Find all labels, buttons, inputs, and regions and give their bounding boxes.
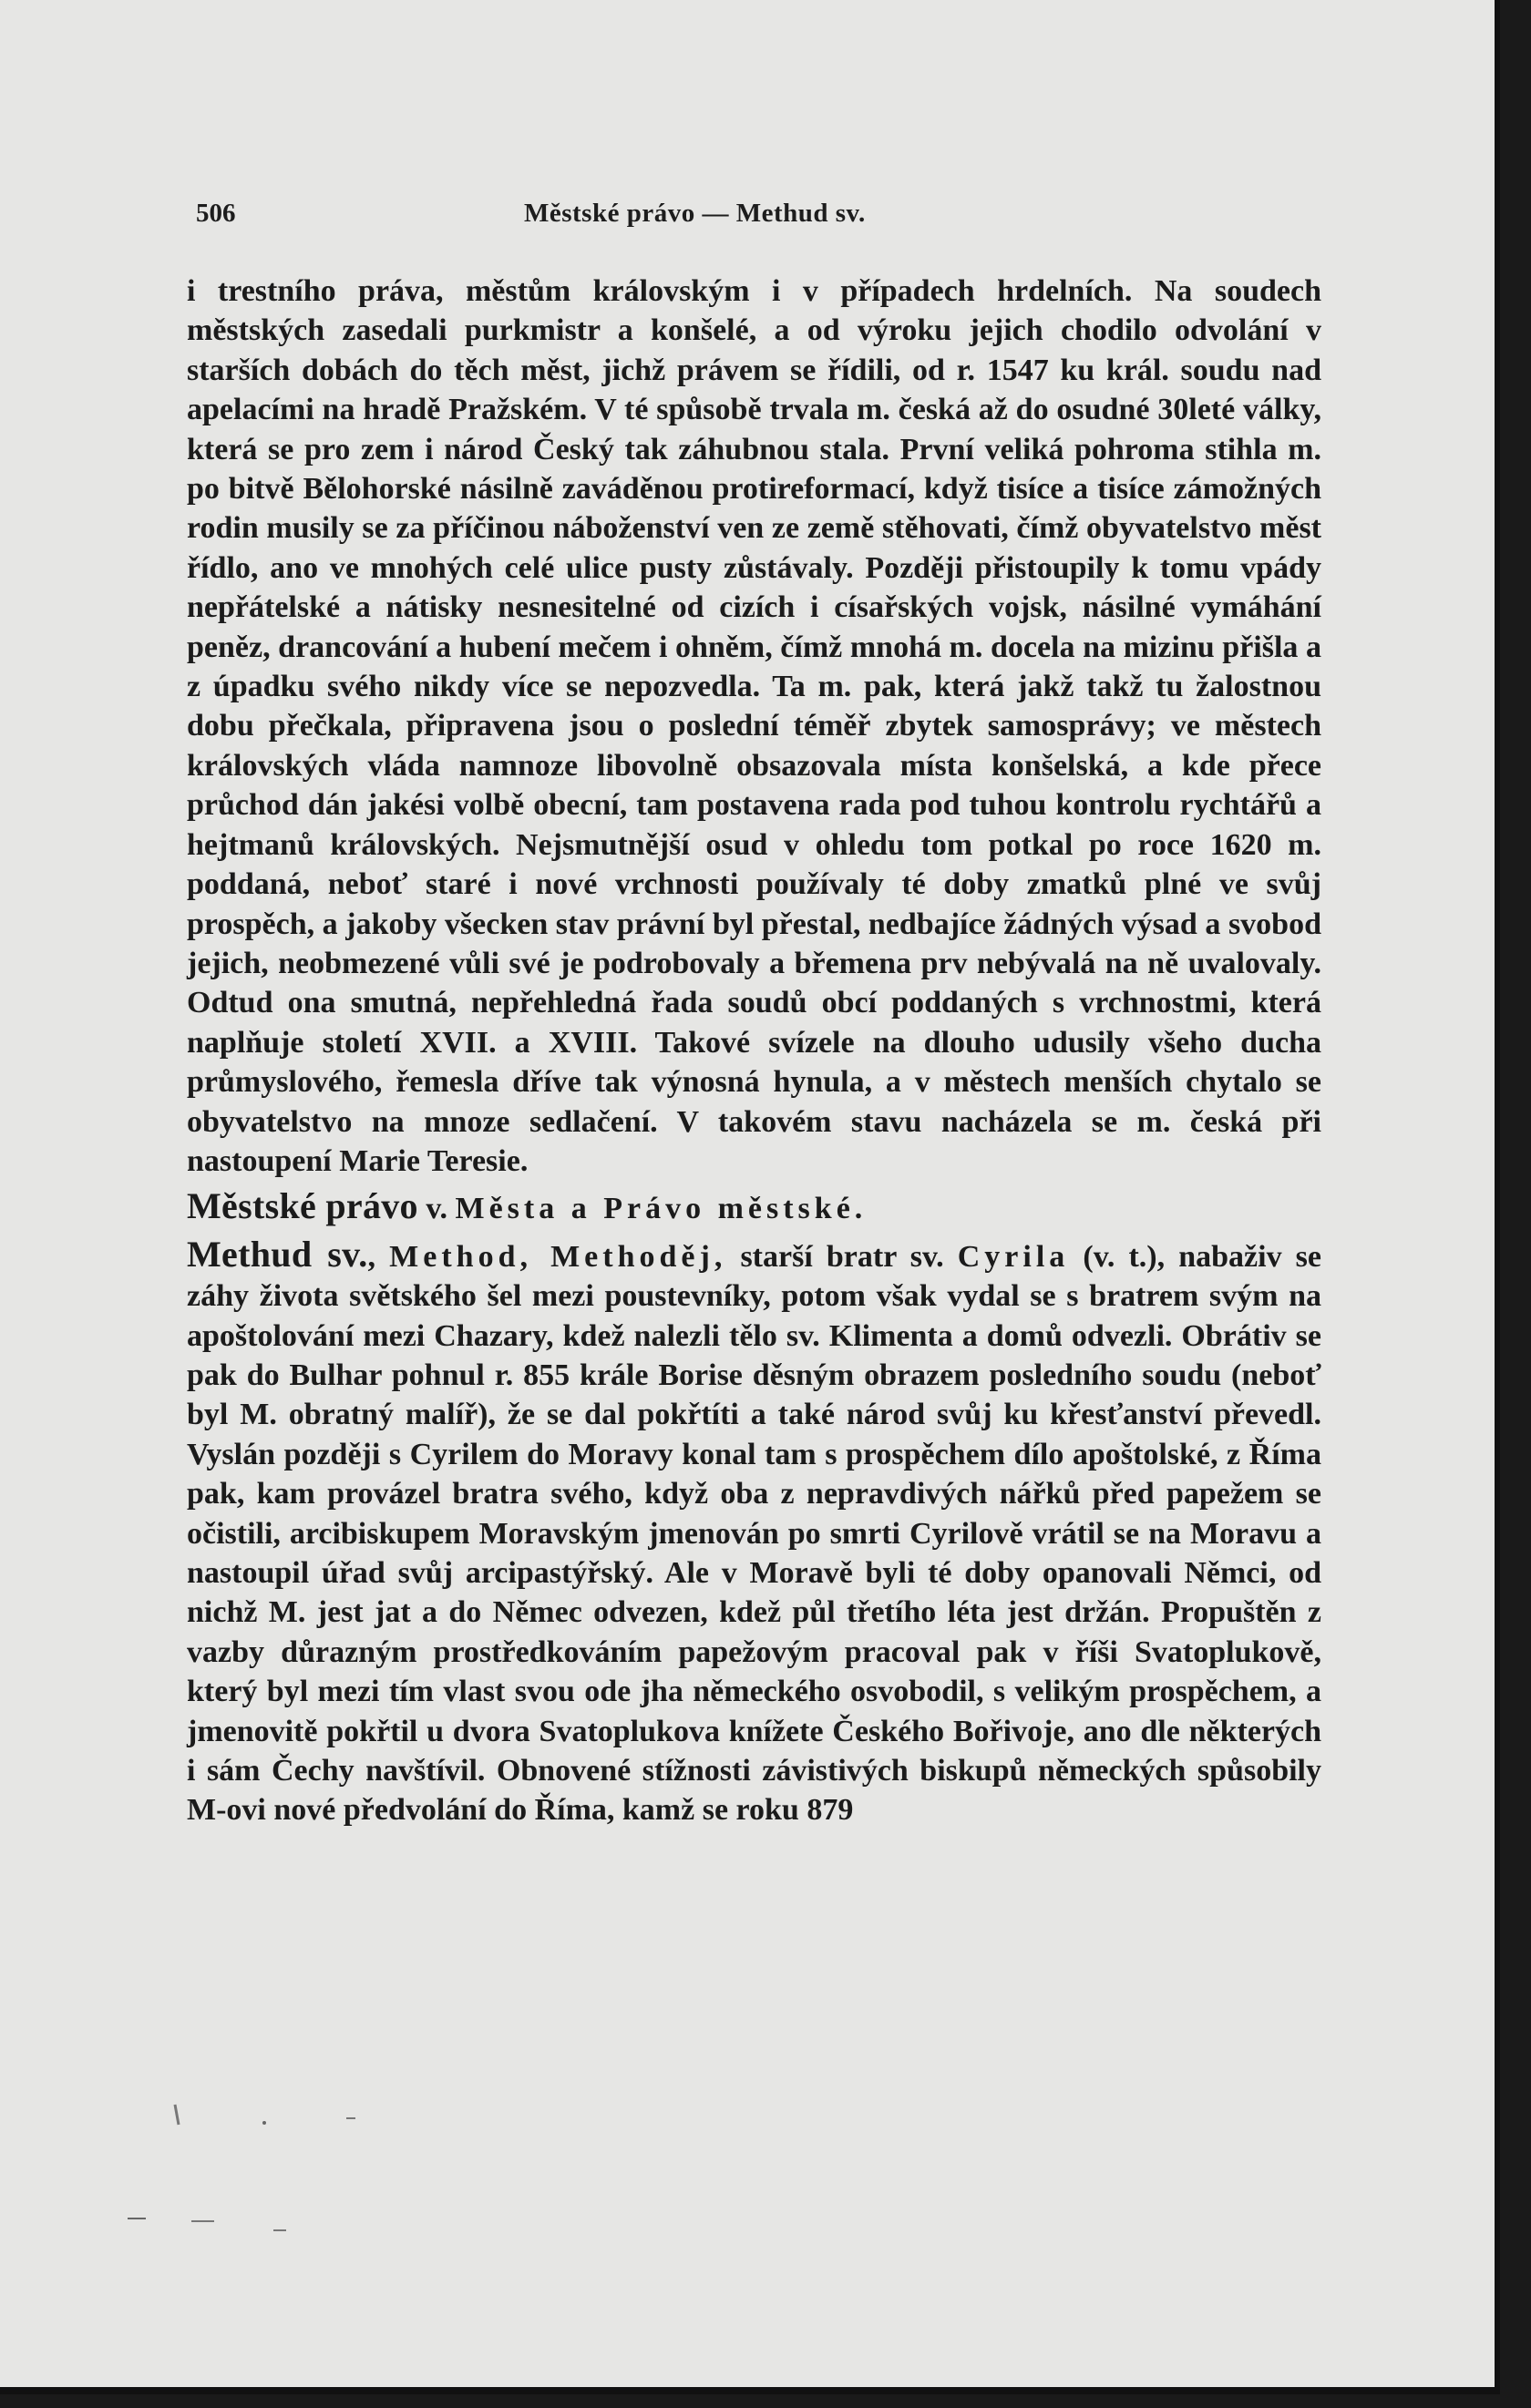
running-title: Městské právo — Methud sv. bbox=[524, 199, 866, 228]
cross-ref-target: Města a Právo městské. bbox=[455, 1192, 868, 1226]
paper-specks bbox=[91, 2068, 456, 2250]
entry-methud bbox=[187, 1235, 1321, 1830]
cross-ref-cyril: Cyrila bbox=[957, 1239, 1070, 1274]
paragraph-continuation: i trestního práva, městům královským i v případech hrdelních. Na soudech městských zasedali purkmistr a konšelé, a od výroku jejich chodilo odvolání v starších dobách do těch měst, jichž právem se řídili, od r. 1547 ku král. soudu nad apelacími na hradě Pražském. V té spůsobě trvala m. česká až do osudné 30leté války, která se pro zem i národ Český tak záhubnou stala. První veliká pohroma stihla m. po bitvě Bělohorské násilně zaváděnou protireformací, když tisíce a tisíce zámožných rodin musily se za příčinou náboženství ven ze země stěhovati, čímž obyvatelstvo měst řídlo, ano ve mnohých celé ulice pusty zůstávaly. Později přistoupily k tomu vpády nepřátelské a nátisky nesnesitelné od cizích i císařských vojsk, násilné vymáhání peněz, drancování a hubení mečem i ohněm, čímž mnohá m. docela na mizinu přišla a z úpadku svého nikdy více se nepozvedla. Ta m. pak, která jakž takž tu žalostnou dobu přečkala, připravena jsou o poslední téměř zbytek samosprávy; ve městech královských vláda namnoze libovolně obsazovala místa konšelská, a kde přece průchod dán jakési volbě obecní, tam postavena rada pod tuhou kontrolu rychtářů a hejtmanů královských. Nejsmutnější osud v ohledu tom potkal po roce 1620 m. poddaná, neboť staré i nové vrchnosti používaly té doby zmatků plné ve svůj prospěch, a jakoby všecken stav právní byl přestal, nedbajíce žádných výsad a svobod jejich, neobmezené vůli své je podrobovaly a břemena prv nebývalá na ně uvalovaly. Odtud ona smutná, nepřehledná řada soudů obcí poddaných s vrchnostmi, která naplňuje století XVII. a XVIII. Takové svízele na dlouho udusily všeho ducha průmyslového, řemesla dříve tak výnosná hynula, a v městech menších chytalo se obyvatelstvo na mnoze sedlačení. V takovém stavu nacházela se m. česká při nastoupení Marie Teresie. bbox=[187, 274, 1321, 1178]
speck-mark bbox=[175, 2105, 179, 2125]
speck-dot bbox=[262, 2121, 266, 2125]
entry-text-mid: starší bratr sv. bbox=[740, 1239, 944, 1274]
main-text bbox=[187, 272, 1321, 1830]
entry-mestske-pravo bbox=[187, 1186, 1321, 1228]
entry-body: (v. t.), nabaživ se záhy života světského šel mezi poustevníky, potom však vydal se s bratrem svým na apoštolování mezi Chazary, kdež nalezli tělo sv. Klimenta a domů odvezli. Obrátiv se pak do Bulhar pohnul r. 855 krále Borise děsným obrazem posledního soudu (neboť byl M. obratný malíř), že se dal pokřtíti a také národ svůj ku křesťanství převedl. Vyslán později s Cyrilem do Moravy konal tam s prospěchem dílo apoštolské, z Říma pak, kam provázel bratra svého, když oba z nepravdivých nářků před papežem se očistili, arcibiskupem Moravským jmenován po smrti Cyrilově vrátil se na Moravu a nastoupil úřad svůj arcipastýřský. Ale v Moravě byli té doby opanovali Němci, od nichž M. jest jat a do Němec odvezen, kdež půl třetího léta jest držán. Propuštěn z vazby důrazným prostředkováním papežovým pracoval pak v říši Svatoplukově, který byl mezi tím vlast svou ode jha německého osvobodil, s velikým prospěchem, a jmenovitě pokřtil u dvora Svatoplukova knížete Českého Bořivoje, ano dle některých i sám Čechy navštívil. Obnovené stížnosti závistivých biskupů německých spůsobily M-ovi nové předvolání do Říma, kamž se roku 879 bbox=[187, 1239, 1321, 1828]
running-head bbox=[196, 199, 952, 235]
entry-headword: Městské právo bbox=[187, 1185, 418, 1227]
entry-headword: Methud sv. bbox=[187, 1233, 368, 1275]
page-number: 506 bbox=[196, 199, 236, 228]
headword-separator: , bbox=[367, 1239, 376, 1274]
cross-ref-label: v. bbox=[426, 1192, 447, 1226]
name-variants: Method, Methoděj, bbox=[389, 1239, 727, 1274]
